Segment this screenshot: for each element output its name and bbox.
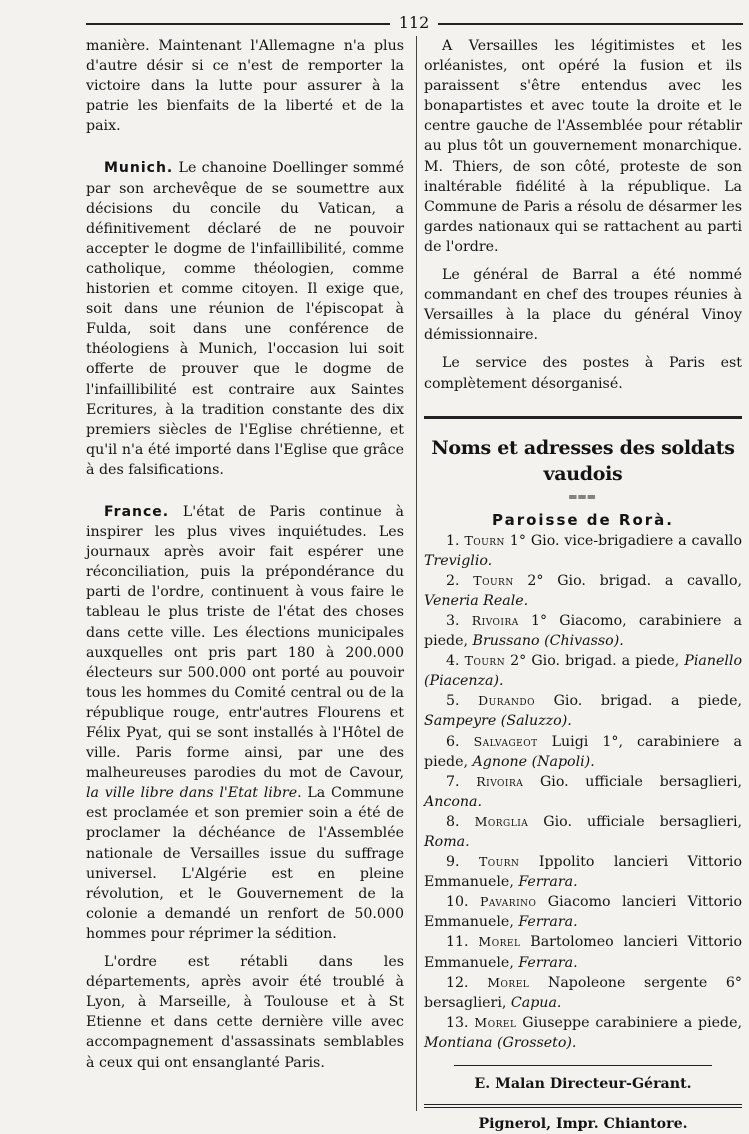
france-text-2: . La Commune est proclamée et son premier soin a été de proclamer la déchéance de l'Assemblée nationale de Versailles issue du suffrage universel. L'Algérie est en pleine révolution, et le Gouvernement de la colonie a demandé un renfort de 50.000 hommes pour réprimer la sédition.: [86, 785, 404, 942]
signature-rule: [454, 1065, 712, 1066]
versailles-paragraph: A Versailles les légitimistes et les orléanistes, ont opéré la fusion et ils paraissent s'être entendus avec les bonapartistes et avec toute la droite et le centre gauche de l'Assemblée pour rétablir au plus tôt un gouvernement monarchique. M. Thiers, de son côté, proteste de son inaltérable fidélité à la république. La Commune de Paris a résolu de désarmer les gardes nationaux qui se rattachent au parti de l'ordre.: [424, 38, 742, 255]
soldier-place: Treviglio.: [424, 552, 493, 569]
order-paragraph: L'ordre est rétabli dans les départements, après avoir été troublé à Lyon, à Marseille, à Toulouse et à St Etienne et dans cette dernière ville avec accompagnement d'assassinats semblables à ceux qui ont ensanglanté Paris.: [86, 954, 404, 1071]
barral-paragraph: Le général de Barral a été nommé commandant en chef des troupes réunies à Versailles à la place du général Vinoy démissionnaire.: [424, 267, 742, 344]
soldier-desc: Ippolito lancieri Vittorio Emmanuele,: [424, 854, 742, 891]
left-column: [86, 36, 404, 1073]
footer-rule-bottom: [424, 1107, 742, 1108]
soldier-place: Montiana (Grosseto).: [424, 1034, 577, 1051]
ornament-divider: ═══: [569, 489, 597, 504]
soldier-num: 5.: [446, 693, 460, 710]
munich-heading: Munich.: [104, 160, 174, 177]
section-rule: [424, 416, 742, 419]
soldier-num: 13.: [446, 1014, 469, 1031]
soldier-name: Rivoira: [476, 773, 524, 789]
soldier-num: 2.: [446, 572, 460, 589]
soldier-num: 4.: [446, 653, 460, 670]
soldier-name: Tourn: [464, 653, 506, 669]
parish-heading: Paroisse de Rorà.: [491, 510, 674, 529]
soldier-entry: [424, 651, 742, 691]
soldier-desc: Luigi 1°, carabiniere a piede,: [424, 733, 743, 770]
postal-paragraph: Le service des postes à Paris est complètement désorganisé.: [424, 355, 742, 392]
soldier-num: 6.: [446, 733, 460, 750]
soldier-place: Roma.: [424, 834, 470, 850]
soldier-num: 10.: [446, 894, 469, 911]
soldier-entry: [424, 571, 742, 611]
soldier-desc: Giacomo lancieri Vittorio Emmanuele,: [424, 894, 742, 931]
soldier-entry: [424, 691, 742, 731]
soldier-entry: [424, 772, 742, 812]
soldier-num: 11.: [446, 934, 469, 951]
soldier-desc: 2° Gio. brigad. a cavallo,: [513, 572, 742, 589]
soldier-name: Durando: [478, 693, 535, 709]
soldier-place: Ferrara.: [518, 874, 578, 891]
editor-signature: E. Malan Directeur-Gérant.: [474, 1076, 692, 1093]
soldier-name: Morglia: [474, 813, 529, 829]
soldier-entry: [424, 932, 742, 972]
soldier-list: [424, 531, 742, 1053]
section-title: Noms et adresses des soldats vaudois: [431, 436, 735, 485]
soldier-name: Tourn: [473, 572, 514, 588]
soldier-place: Capua.: [510, 994, 562, 1011]
soldier-name: Rivoira: [471, 612, 519, 628]
soldier-desc: Giuseppe carabiniere a piede,: [516, 1014, 742, 1031]
soldier-num: 1.: [446, 532, 460, 549]
soldier-entry: [424, 531, 742, 571]
soldier-place: Ferrara.: [518, 914, 578, 931]
munich-article: [86, 158, 404, 480]
soldier-place: Ancona.: [424, 793, 482, 810]
soldier-name: Morel: [487, 974, 530, 990]
soldier-name: Salvageot: [473, 733, 538, 749]
france-text-1: L'état de Paris continue à inspirer les plus vives inquiétudes. Les journaux après avoir fait espérer une réconciliation, puis la prépondérance du parti de l'ordre, continuent à vous faire le tableau le plus triste de l'état des choses dans cette ville. Les élections municipales auxquelles ont pris part 180 à 200.000 électeurs sur 500.000 ont porté au pouvoir tous les hommes du Comité central ou de la république rouge, entr'autres Flourens et Félix Pyat, qui se sont installés à l'Hôtel de ville. Paris forme ainsi, par une des malheureuses parodies du mot de Cavour,: [86, 503, 404, 782]
munich-text: Le chanoine Doellinger sommé par son archevêque de se soumettre aux décisions du concile du Vatican, a définitivement déclaré de ne pouvoir accepter le dogme de l'infaillibilité, comme catholique, comme théologien, comme historien et comme citoyen. Il exige que, soit dans une réunion de l'épiscopat à Fulda, soit dans une conférence de théologiens à Munich, l'occasion lui soit offerte de prouver que le dogme de l'infaillibilité est contraire aux Saintes Ecritures, à la tradition constante des dix premiers siècles de l'Eglise chrétienne, et qu'il n'a été importé dans l'Eglise que grâce à des falsifications.: [86, 160, 404, 478]
column-divider: [416, 36, 417, 1111]
soldier-name: Morel: [474, 1014, 517, 1030]
soldier-entry: [424, 852, 742, 892]
right-column: [424, 36, 742, 1134]
soldier-name: Pavarino: [479, 894, 537, 910]
germany-paragraph-end: manière. Maintenant l'Allemagne n'a plus d'autre désir si ce n'est de remporter la victoire dans la lutte pour assurer à la patrie les bienfaits de la liberté et de la paix.: [86, 38, 404, 135]
soldier-desc: 1° Gio. vice-brigadiere a cavallo: [504, 532, 742, 549]
soldier-place: Agnone (Napoli).: [472, 753, 595, 770]
soldier-num: 9.: [446, 854, 460, 871]
soldier-entry: [424, 732, 742, 772]
soldier-entry: [424, 812, 742, 852]
page-number: 112: [390, 12, 438, 34]
soldier-name: Tourn: [464, 532, 505, 548]
soldier-name: Tourn: [478, 854, 520, 870]
soldier-num: 7.: [446, 773, 460, 790]
soldier-num: 12.: [446, 974, 469, 991]
soldier-num: 8.: [446, 813, 460, 830]
footer-rule-top: [424, 1104, 742, 1105]
soldier-desc: Gio. ufficiale bersaglieri,: [528, 813, 743, 830]
soldier-desc: Gio. brigad. a piede,: [535, 693, 742, 710]
france-article: [86, 502, 404, 944]
soldier-desc: 2° Gio. brigad. a piede,: [505, 653, 685, 670]
soldier-entry: [424, 973, 742, 1013]
soldier-place: Pianello (Piacenza).: [424, 653, 742, 690]
soldier-num: 3.: [446, 612, 460, 629]
soldier-place: Sampeyre (Saluzzo).: [424, 713, 572, 730]
soldier-place: Veneria Reale.: [424, 592, 529, 609]
soldier-desc: Bartolomeo lancieri Vittorio Emmanuele,: [424, 934, 742, 971]
soldier-desc: 1° Giacomo, carabiniere a piede,: [424, 612, 742, 650]
soldier-place: Ferrara.: [518, 954, 578, 971]
soldier-entry: [424, 611, 742, 651]
france-heading: France.: [104, 503, 170, 520]
soldier-place: Brussano (Chivasso).: [472, 633, 624, 650]
soldier-desc: Gio. ufficiale bersaglieri,: [523, 773, 742, 790]
soldier-entry: [424, 1013, 742, 1053]
soldier-desc: Napoleone sergente 6° bersaglieri,: [424, 974, 742, 1011]
soldier-entry: [424, 892, 742, 932]
soldier-name: Morel: [478, 934, 521, 950]
printer-imprint: Pignerol, Impr. Chiantore.: [478, 1116, 688, 1133]
france-quote: la ville libre dans l'Etat libre: [86, 785, 298, 802]
